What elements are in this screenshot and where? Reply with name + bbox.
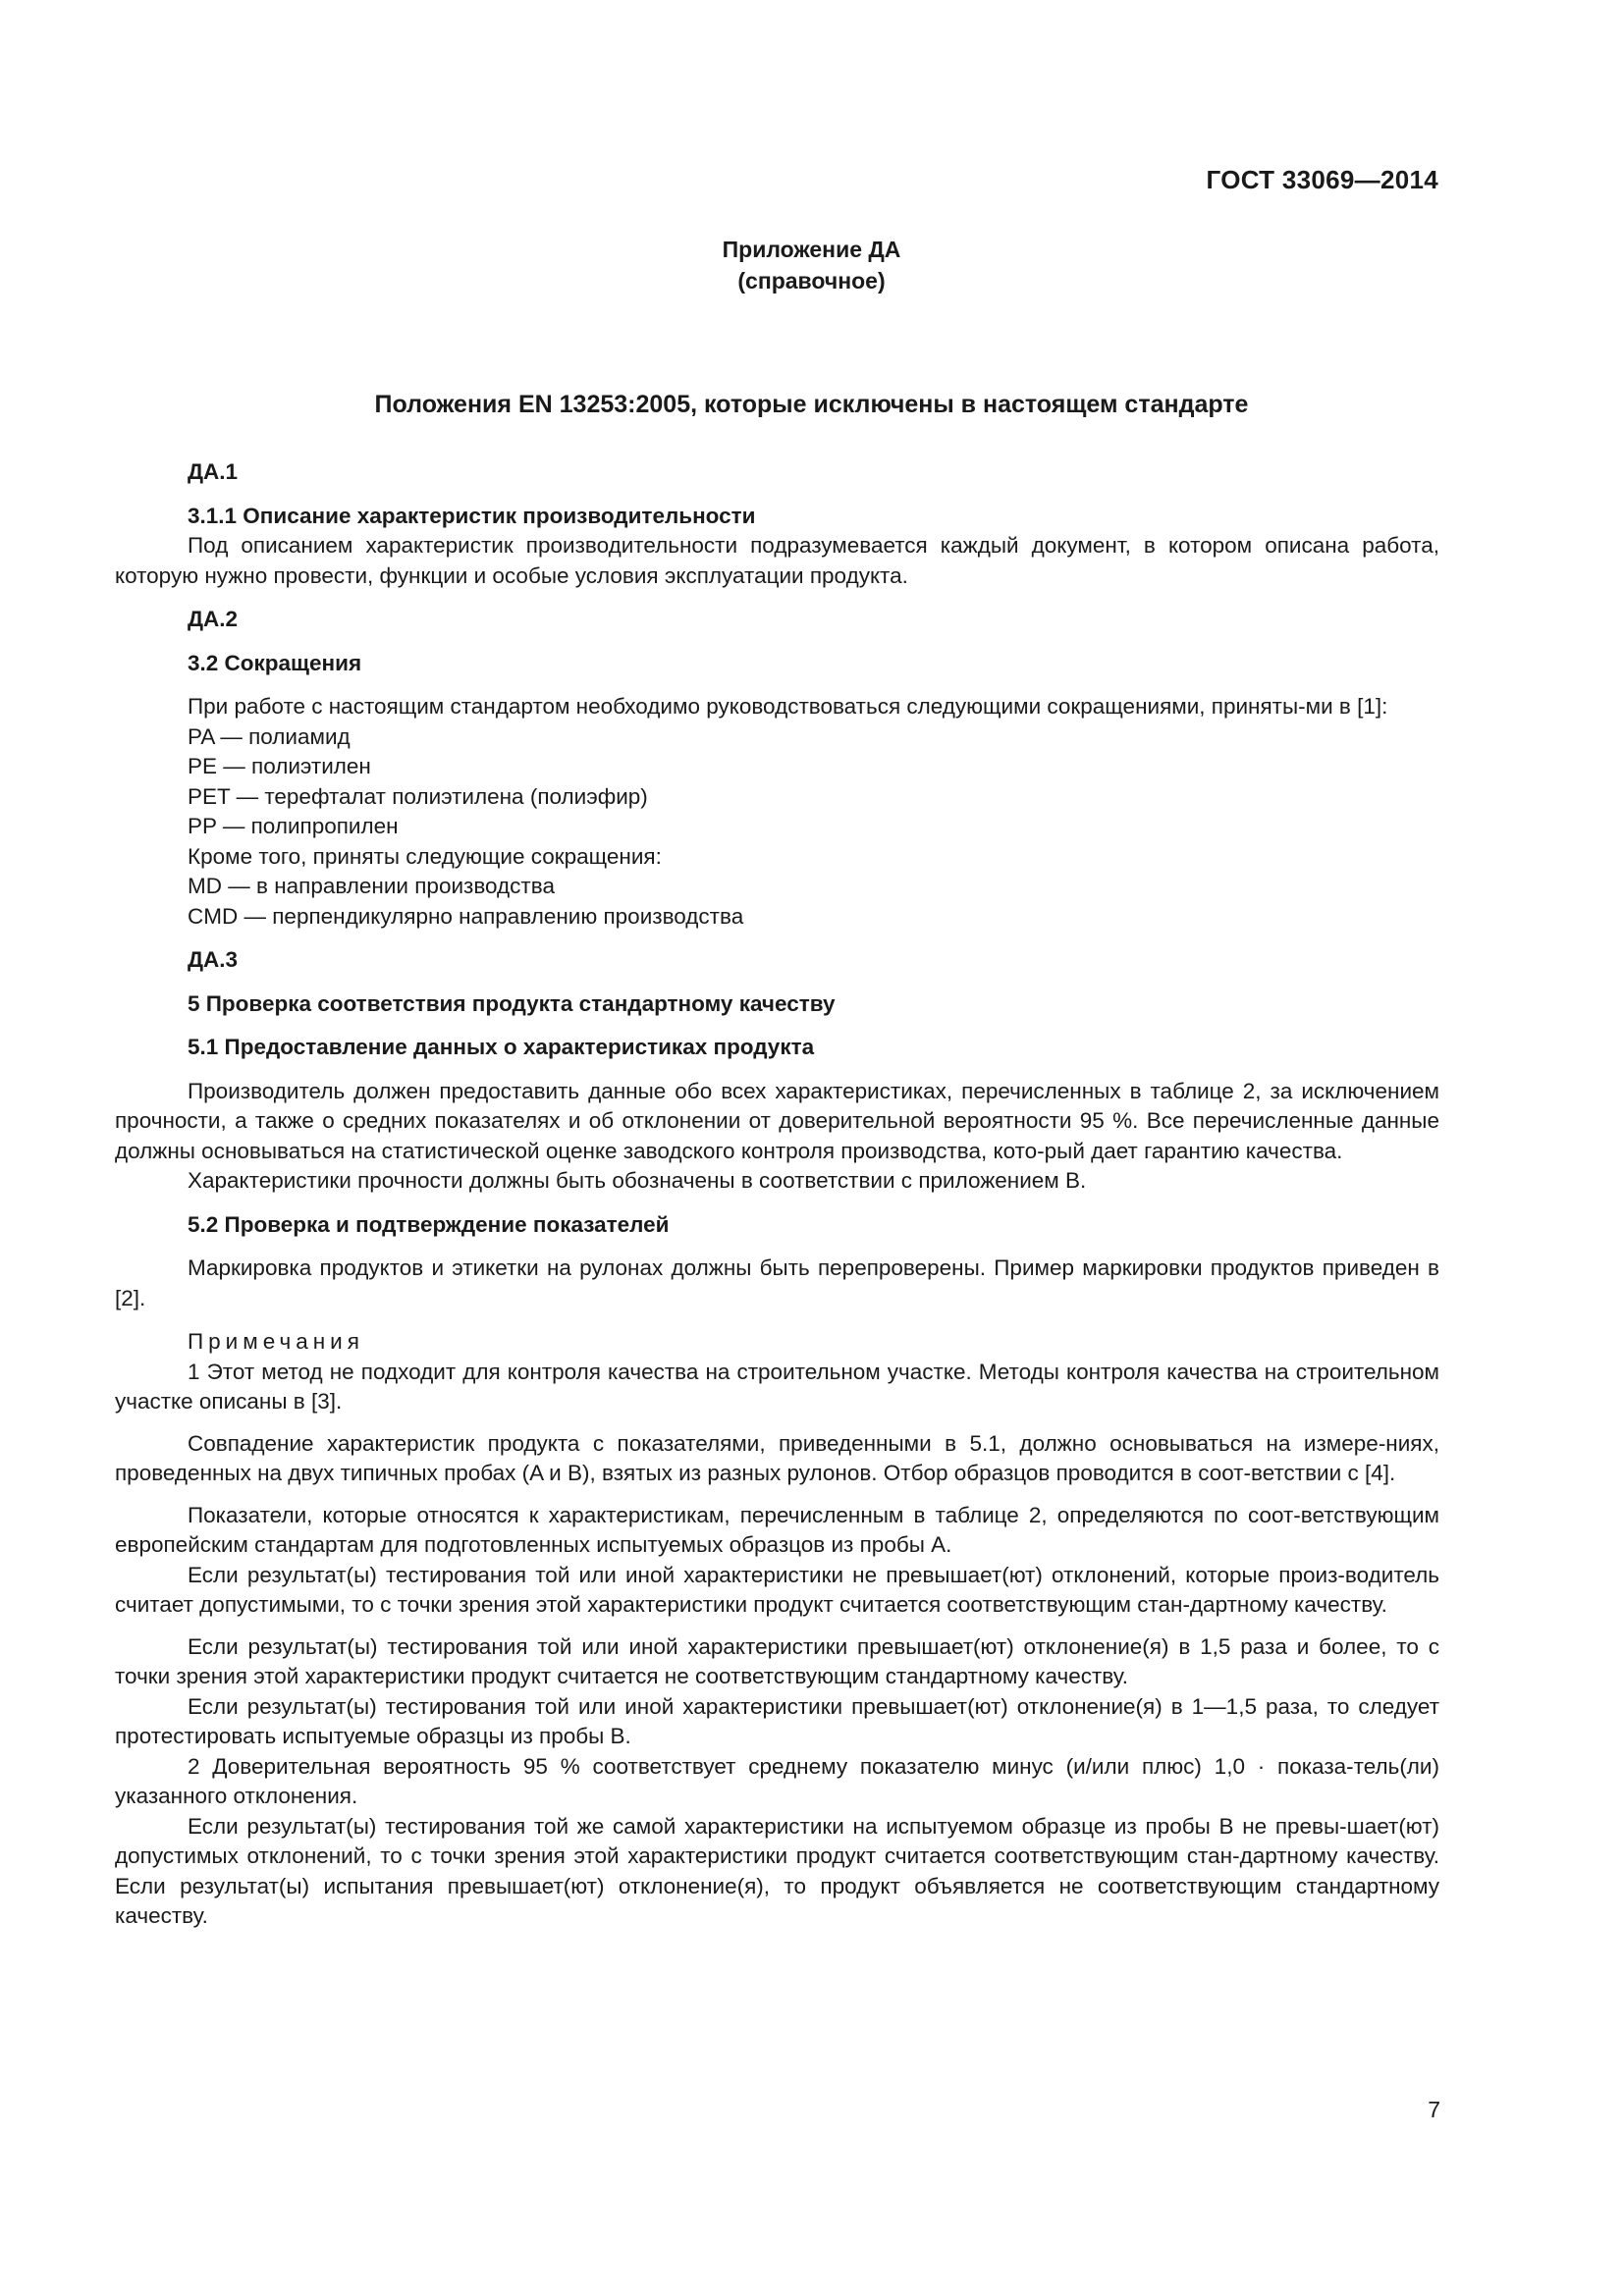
notes-label: Примечания (188, 1329, 364, 1354)
annex-heading (0, 234, 1623, 296)
note-paragraph: 1 Этот метод не подходит для контроля качества на строительном участке. Методы контроля качества на строительном участке описаны в [3]. (115, 1359, 1439, 1414)
annex-status: (справочное) (737, 268, 886, 294)
paragraph-5-1-a: Производитель должен предоставить данные обо всех характеристиках, перечисленных в таблице 2, за исключением прочности, а также о средних показателях и об отклонении от доверительной вероятности 95 %. Все перечисленные данные должны основываться на статистической оценке заводского контроля производства, кото-рый дает гарантию качества. (115, 1078, 1439, 1163)
document-id: ГОСТ 33069—2014 (1206, 165, 1438, 194)
note-paragraph: Совпадение характеристик продукта с показателями, приведенными в 5.1, должно основываться на измере-ниях, проведенных на двух типичных пробах (A и B), взятых из разных рулонов. Отбор образцов проводится в соот-ветствии с [4]. (115, 1430, 1439, 1485)
section-heading-5-2: 5.2 Проверка и подтверждение показателей (188, 1211, 670, 1237)
note-paragraph: Если результат(ы) тестирования той или иной характеристики не превышает(ют) отклонений, которые произ-водитель считает допустимыми, то с точки зрения этой характеристики продукт считается соответствующим стан-дартному качеству. (115, 1562, 1439, 1617)
abbreviations-more: Кроме того, приняты следующие сокращения: (188, 843, 662, 869)
annex-main-title: Положения EN 13253:2005, которые исключены в настоящем стандарте (374, 391, 1249, 418)
paragraph-3-1-1: Под описанием характеристик производительности подразумевается каждый документ, в котором описана работа, которую нужно провести, функции и особые условия эксплуатации продукта. (115, 533, 1439, 588)
abbreviation-item: PE — полиэтилен (188, 754, 371, 778)
abbreviation-item: PA — полиамид (188, 723, 351, 749)
section-label-da1: ДА.1 (188, 459, 239, 484)
abbreviation-item: CMD — перпендикулярно направлению производства (188, 903, 744, 929)
section-label-da2: ДА.2 (188, 607, 239, 631)
paragraph-5-1-b: Характеристики прочности должны быть обозначены в соответствии с приложением B. (188, 1168, 1087, 1193)
abbreviation-item: PP — полипропилен (188, 814, 399, 838)
abbreviation-item: MD — в направлении производства (188, 874, 555, 898)
abbreviation-item: PET — терефталат полиэтилена (полиэфир) (188, 783, 648, 809)
page-number: 7 (1428, 2097, 1440, 2122)
note-paragraph: Если результат(ы) тестирования той или иной характеристики превышает(ют) отклонение(я) в 1—1,5 раза, то следует протестировать испытуемые образцы из пробы B. (115, 1693, 1439, 1748)
note-paragraph: Если результат(ы) тестирования той или иной характеристики превышает(ют) отклонение(я) в 1,5 раза и более, то с точки зрения этой характеристики продукт считается не соответствующим стандартному качеству. (115, 1633, 1439, 1688)
section-label-da3: ДА.3 (188, 947, 239, 972)
abbreviations-intro: При работе с настоящим стандартом необходимо руководствоваться следующими сокращениями, приняты-ми в [1]: (188, 694, 1388, 719)
paragraph-5-2: Маркировка продуктов и этикетки на рулонах должны быть перепроверены. Пример маркировки продуктов приведен в [2]. (115, 1255, 1439, 1310)
note-paragraph: Если результат(ы) тестирования той же самой характеристики на испытуемом образце из пробы B не превы-шает(ют) допустимых отклонений, то с точки зрения этой характеристики продукт считается соответствующим стан-дартному качеству. Если результат(ы) испытания превышает(ют) отклонение(я), то продукт объявляется не соответствующим стандартному качеству. (115, 1813, 1439, 1928)
note-paragraph: Показатели, которые относятся к характеристикам, перечисленным в таблице 2, определяются по соот-ветствующим европейским стандартам для подготовленных испытуемых образцов из пробы A. (115, 1502, 1439, 1557)
annex-title: Приложение ДА (722, 237, 901, 262)
section-heading-5-1: 5.1 Предоставление данных о характеристиках продукта (188, 1035, 815, 1059)
note-paragraph: 2 Доверительная вероятность 95 % соответствует среднему показателю минус (и/или плюс) 1,0 · показа-тель(ли) указанного отклонения. (115, 1753, 1439, 1808)
document-body (115, 457, 1439, 1932)
section-heading-3-2: 3.2 Сокращения (188, 650, 362, 675)
section-heading-5: 5 Проверка соответствия продукта стандартному качеству (188, 990, 836, 1016)
section-heading-3-1-1: 3.1.1 Описание характеристик производительности (188, 503, 756, 528)
